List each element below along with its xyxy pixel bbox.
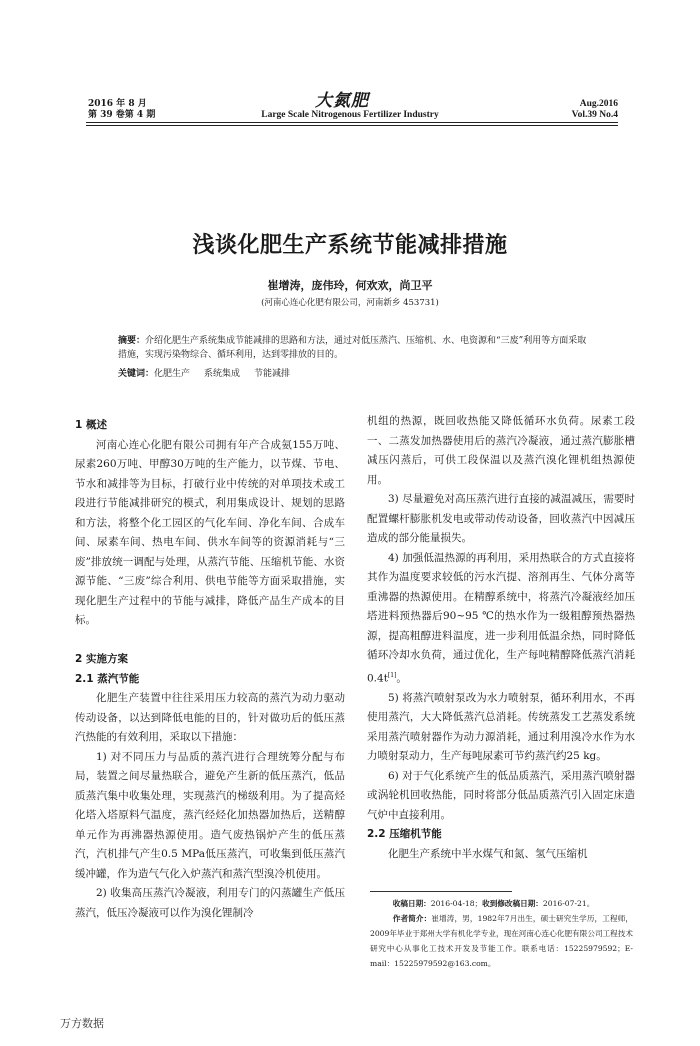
- header-rule-thick: [86, 122, 618, 123]
- received-label: 收稿日期：: [392, 899, 431, 908]
- section-2-1-heading: 2.1 蒸汽节能: [75, 672, 140, 685]
- section-2-1-item-1: 1) 对不同压力与品质的蒸汽进行合理统筹分配与布局，装置之间尽量热联合，避免产生新的低压蒸汽，低品质蒸汽集中收集处理，实现蒸汽的梯级利用。为了提高烃化塔入塔原料气温度，蒸汽经烃化加热器加热后，送精醇单元作为再沸器热源使用。造气废热锅炉产生的低压蒸汽，汽机排气产生0.5 MPa低压蒸汽，可收集到低压蒸汽缓冲罐，作为造气气化入炉蒸汽和蒸汽型溴冷机使用。: [75, 750, 345, 880]
- footnote-bio: [370, 911, 633, 971]
- item-4-text: 4) 加强低温热源的再利用，采用热联合的方式直接将其作为温度要求较低的污水汽提、溶剂再生、气体分离等重沸器的热源使用。在精醇系统中，将蒸汽冷凝液经加压塔进料预热器后90~95 ℃的热水作为一级粗醇预热器热源，提高粗醇进料温度，进一步利用低温余热，同时降低循环冷却水负荷，通过优化，生产每吨精醇降低蒸汽消耗0.4t: [367, 551, 635, 684]
- header-date-en: Aug.2016: [579, 99, 618, 109]
- revised-date: 2016-07-21。: [542, 899, 595, 908]
- item-4-end: 。: [396, 672, 407, 684]
- keywords-label: 关键词：: [118, 369, 155, 379]
- header-volume: 第 39 卷第 4 期: [88, 110, 156, 120]
- section-2-1-item-6: 6) 对于气化系统产生的低品质蒸汽，采用蒸汽喷射器或涡轮机回收热能，同时将部分低品质蒸汽引入固定床造气炉中直接利用。: [367, 769, 635, 821]
- section-2-1-item-4: [367, 549, 635, 689]
- keyword: 化肥生产: [154, 369, 191, 379]
- keyword: 节能减排: [254, 369, 291, 379]
- footnote-rule: [370, 891, 512, 892]
- keywords: [118, 366, 304, 379]
- bio-label: 作者简介：: [392, 914, 432, 923]
- section-1-paragraph: 河南心连心化肥有限公司拥有年产合成氨155万吨、尿素260万吨、甲醇30万吨的生产能力，以节煤、节电、节水和减排等为目标，打破行业中传统的对单项技术或工段进行节能减排研究的模式，利用集成设计、规划的思路和方法，将整个化工园区的气化车间、净化车间、合成车间、尿素车间、热电车间、供水车间等的资源消耗与“三废”排放统一调配与处理，从蒸汽节能、压缩机节能、水资源节能、“三废”综合利用、供电节能等方面采取措施，实现化肥生产过程中的节能与减排，降低产品生产成本的目标。: [75, 438, 345, 626]
- header-issue-en: [572, 99, 618, 121]
- paper-title: 浅谈化肥生产系统节能减排措施: [192, 233, 508, 258]
- journal-logo: 大氮肥: [315, 91, 369, 111]
- section-1-heading: 1 概述: [75, 419, 107, 431]
- footnote-dates: [370, 896, 633, 911]
- revised-label: 收到修改稿日期：: [482, 899, 543, 908]
- section-2-1-paragraph: 化肥生产装置中往往采用压力较高的蒸汽为动力驱动传动设备，以达到降低电能的目的，针对做功后的低压蒸汽热能的有效利用，采取以下措施：: [75, 692, 345, 743]
- section-2-2-heading: 2.2 压缩机节能: [367, 828, 442, 840]
- abstract-label: 摘要：: [118, 336, 146, 346]
- footnote: [370, 896, 633, 971]
- section-2-heading: 2 实施方案: [75, 653, 128, 665]
- keyword: 系统集成: [204, 369, 241, 379]
- bio-text: 崔增涛，男，1982年7月出生，硕士研究生学历，工程师，2009年毕业于郑州大学有机化学专业，现在河南心连心化肥有限公司工程技术研究中心从事化工技术开发及节能工作。联系电话：15225979592；E-mail：15225979592@163.com。: [370, 914, 634, 968]
- header-issue-cn: [88, 99, 155, 121]
- received-date: 2016-04-18；: [430, 899, 483, 908]
- citation-ref: [1]: [387, 671, 397, 679]
- section-2-2-paragraph: 化肥生产系统中半水煤气和氮、氢气压缩机: [388, 847, 588, 860]
- header-date: 2016 年 8 月: [88, 99, 147, 109]
- section-2-1-item-3: 3) 尽量避免对高压蒸汽进行直接的减温减压，需要时配置螺杆膨胀机发电或带动传动设备，回收蒸汽中因减压造成的部分能量损失。: [367, 493, 635, 544]
- body-right-column: [367, 412, 635, 864]
- abstract-text: 介绍化肥生产系统集成节能减排的思路和方法，通过对低压蒸汽、压缩机、水、电资源和“三废”利用等方面采取措施，实现污染物综合、循环利用，达到零排放的目的。: [118, 336, 587, 360]
- paper-authors: 崔增涛，庞伟玲，何欢欢，尚卫平: [267, 279, 433, 292]
- section-2-1-item-2: 2) 收集高压蒸汽冷凝液，利用专门的闪蒸罐生产低压蒸汽，低压冷凝液可以作为溴化锂制冷: [75, 887, 345, 919]
- journal-name-en: Large Scale Nitrogenous Fertilizer Industry: [261, 110, 439, 120]
- watermark: 万方数据: [60, 1017, 104, 1030]
- header-rule-thin: [86, 125, 618, 126]
- paper-affiliation: (河南心连心化肥有限公司，河南新乡 453731): [261, 298, 439, 308]
- section-2-1-item-5: 5) 将蒸汽喷射泵改为水力喷射泵，循环利用水，不再使用蒸汽，大大降低蒸汽总消耗。传统蒸发工艺蒸发系统采用蒸汽喷射器作为动力源消耗，通过利用溴冷水作为水力喷射泵动力，生产每吨尿素可节约蒸汽约25 kg。: [367, 691, 635, 762]
- abstract: [118, 334, 588, 362]
- body-left-column: [75, 416, 345, 923]
- header-volume-en: Vol.39 No.4: [571, 110, 618, 120]
- continued-paragraph: 机组的热源，既回收热能又降低循环水负荷。尿素工段一、二蒸发加热器使用后的蒸汽冷凝液，通过蒸汽膨胀槽减压闪蒸后，可供工段保温以及蒸汽溴化锂机组热源使用。: [367, 415, 635, 486]
